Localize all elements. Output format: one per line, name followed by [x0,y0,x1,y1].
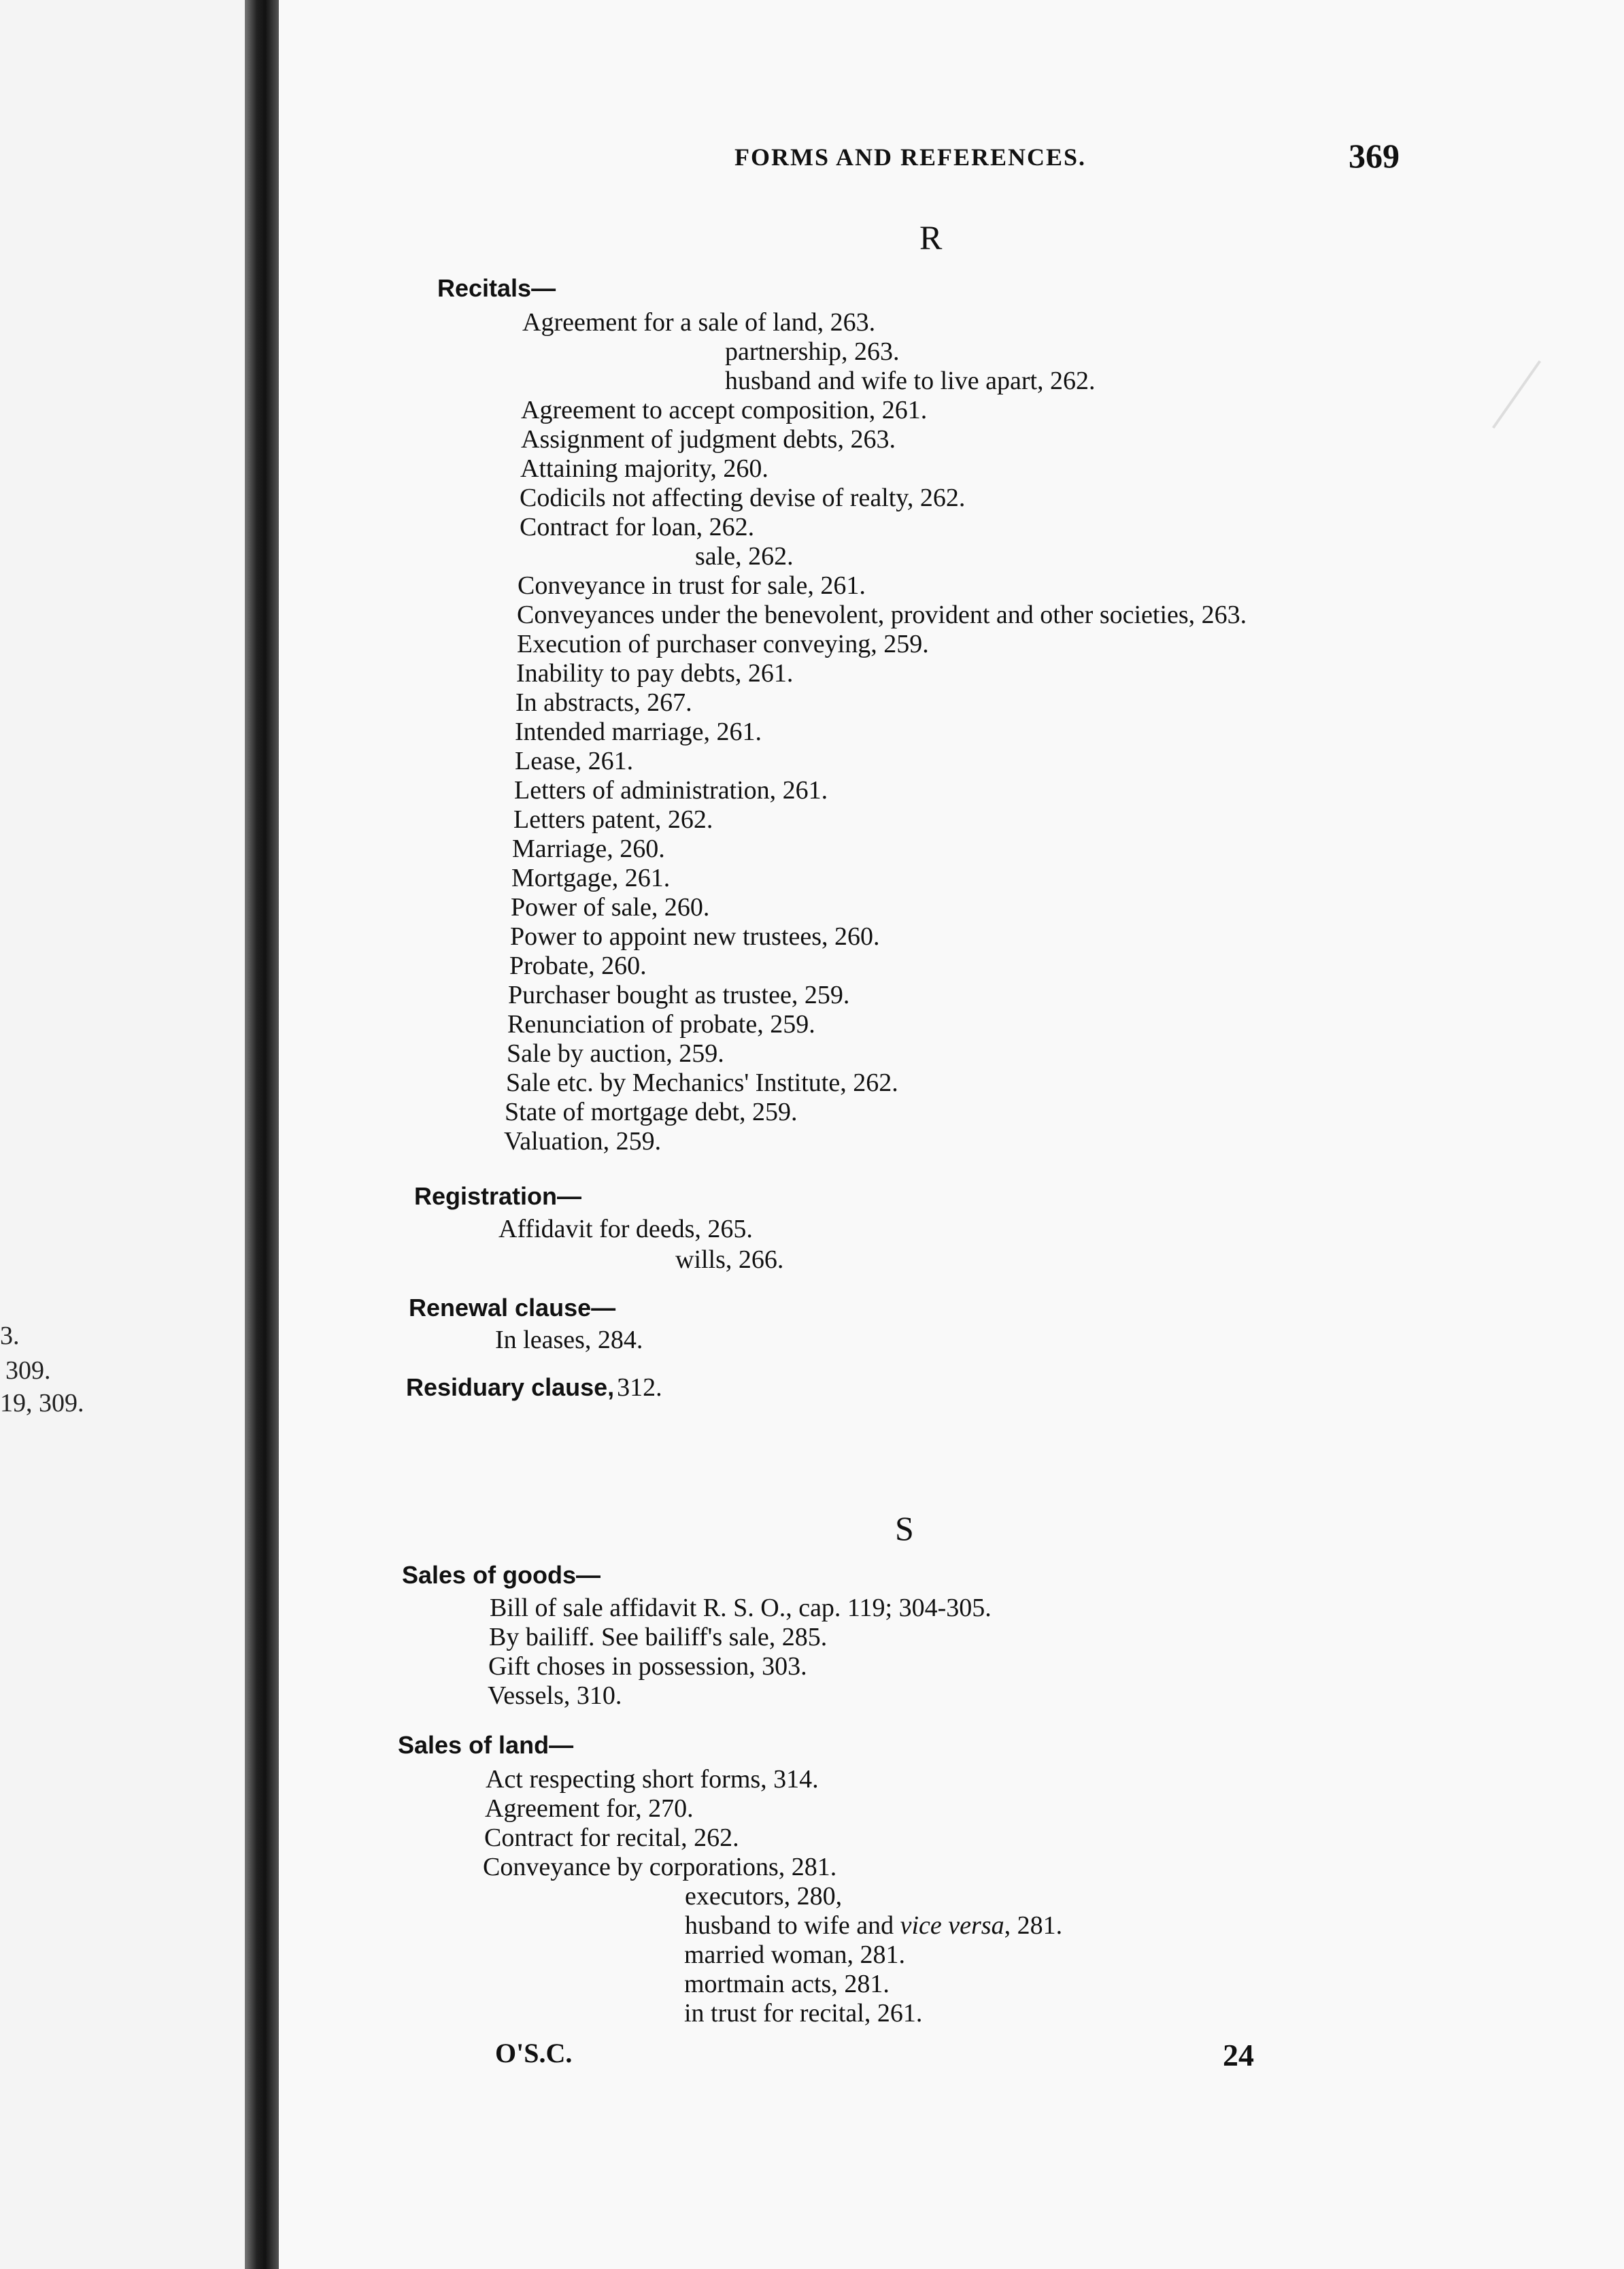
index-subentry: married woman, 281. [684,1940,906,1969]
index-term-renewal-clause: Renewal clause— [409,1294,616,1322]
index-term-residuary-clause: Residuary clause, [406,1373,615,1401]
index-subentry: sale, 262. [695,542,794,571]
index-subentry: Contract for recital, 262. [484,1823,739,1852]
index-subentry: husband and wife to live apart, 262. [725,367,1096,395]
index-subentry: Contract for loan, 262. [520,513,755,541]
index-subentry: Gift choses in possession, 303. [488,1652,807,1681]
section-letter-s: S [895,1509,914,1547]
subentry-text: husband to wife and [685,1911,894,1940]
index-reference: 312. [617,1373,662,1402]
index-subentry: Execution of purchaser conveying, 259. [517,630,929,658]
index-subentry: Probate, 260. [509,952,647,980]
prev-page-fragment: 309. [5,1356,51,1385]
index-entry-residuary-clause [406,1373,662,1402]
signature-mark: O'S.C. [495,2038,573,2068]
index-subentry: Valuation, 259. [504,1127,662,1156]
subentry-ref: , 281. [1004,1911,1063,1940]
index-subentry: Sale by auction, 259. [507,1039,724,1068]
index-subentry: executors, 280, [685,1882,843,1911]
index-subentry: Vessels, 310. [488,1681,622,1710]
index-subentry: Intended marriage, 261. [515,718,762,746]
latin-phrase: vice versa [900,1911,1004,1940]
page-number: 369 [1349,137,1400,175]
index-subentry: In abstracts, 267. [515,688,692,717]
index-subentry: Conveyances under the benevolent, provident and other societies, 263. [517,601,1247,629]
index-subentry: Agreement for a sale of land, 263. [522,308,876,337]
previous-page [0,0,245,2269]
index-subentry: Act respecting short forms, 314. [486,1765,819,1794]
index-subentry: Letters of administration, 261. [514,776,828,805]
index-subentry: Codicils not affecting devise of realty, 262. [520,484,966,512]
sheet-signature-number: 24 [1223,2038,1254,2072]
index-subentry: mortmain acts, 281. [684,1970,890,1998]
index-subentry: By bailiff. See bailiff's sale, 285. [489,1623,828,1651]
index-subentry: Lease, 261. [515,747,634,775]
prev-page-fragment: 19, 309. [0,1389,84,1417]
index-subentry: Letters patent, 262. [513,805,713,834]
index-subentry: in trust for recital, 261. [684,1999,923,2028]
index-subentry: Mortgage, 261. [511,864,671,892]
index-term-registration: Registration— [414,1182,582,1210]
index-subentry: Affidavit for deeds, 265. [498,1215,753,1243]
running-head: FORMS AND REFERENCES. [734,144,1087,171]
index-subentry: partnership, 263. [725,337,900,366]
index-subentry: Agreement for, 270. [485,1794,694,1823]
index-subentry: wills, 266. [675,1245,784,1274]
index-subentry: Bill of sale affidavit R. S. O., cap. 119; 304-305. [490,1594,992,1622]
index-subentry: Power of sale, 260. [511,893,710,922]
prev-page-fragment: 3. [0,1322,20,1350]
index-subentry: Renunciation of probate, 259. [507,1010,815,1039]
index-term-sales-of-goods: Sales of goods— [402,1561,601,1589]
book-spine [245,0,279,2269]
index-subentry: Agreement to accept composition, 261. [521,396,928,424]
index-subentry: Attaining majority, 260. [520,454,768,483]
section-letter-r: R [919,218,943,256]
index-subentry: In leases, 284. [495,1326,643,1354]
index-subentry: Marriage, 260. [512,835,665,863]
index-subentry-husband-to-wife [685,1911,1062,1940]
index-subentry: State of mortgage debt, 259. [505,1098,798,1126]
index-subentry: Power to appoint new trustees, 260. [510,922,880,951]
index-subentry: Purchaser bought as trustee, 259. [508,981,850,1009]
index-subentry: Sale etc. by Mechanics' Institute, 262. [506,1069,898,1097]
index-subentry: Assignment of judgment debts, 263. [521,425,896,454]
index-subentry: Inability to pay debts, 261. [516,659,794,688]
index-subentry: Conveyance by corporations, 281. [483,1853,837,1881]
index-term-sales-of-land: Sales of land— [398,1731,574,1759]
index-subentry: Conveyance in trust for sale, 261. [518,571,866,600]
index-term-recitals: Recitals— [437,274,556,302]
